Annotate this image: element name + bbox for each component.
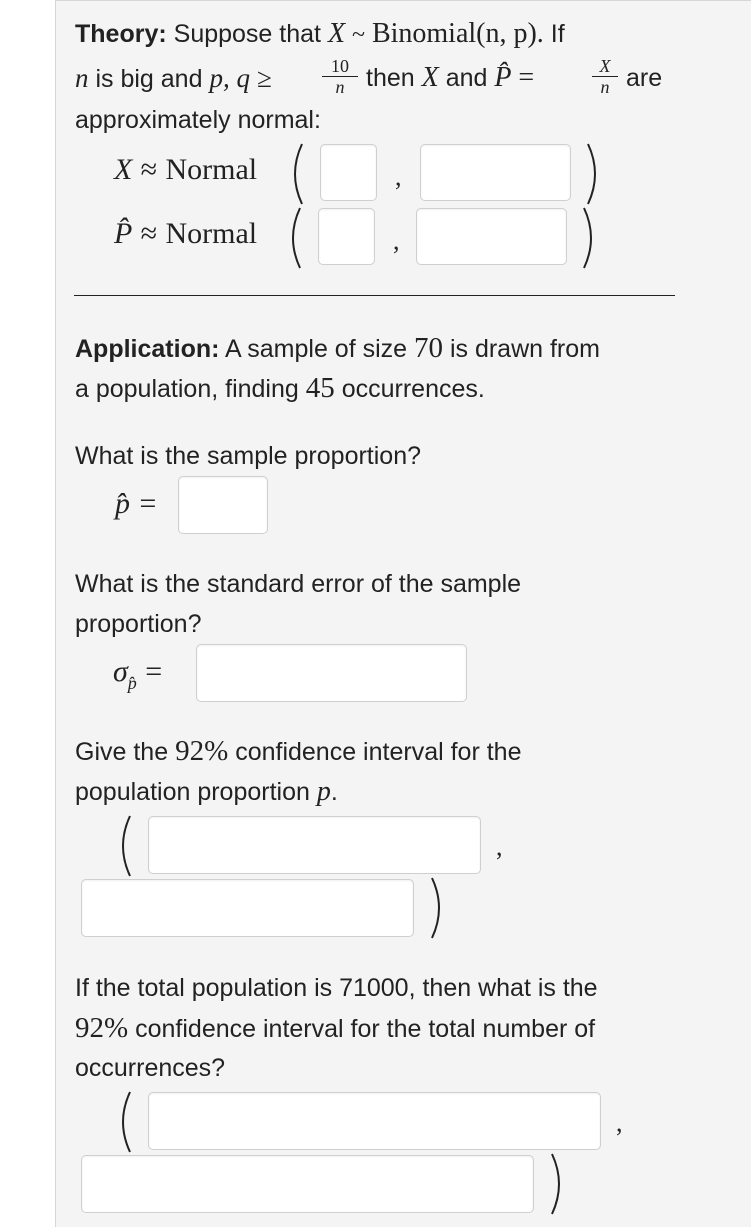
theory-line-1	[75, 14, 565, 55]
total-ci-upper-input[interactable]	[81, 1155, 534, 1213]
q4-prompt-line-1: If the total population is 71000, then what is the	[75, 974, 598, 1002]
theory-line-3	[75, 100, 321, 140]
sim-symbol: ~	[352, 22, 365, 48]
approx-symbol: ≈	[140, 217, 158, 250]
proportion-ci-lower-input[interactable]	[148, 816, 481, 874]
open-paren	[284, 206, 304, 270]
standard-error-input[interactable]	[196, 644, 467, 702]
phat-sd-input[interactable]	[416, 208, 567, 265]
application-text: a population, finding	[75, 375, 299, 403]
fraction-numerator: 10	[322, 56, 358, 77]
close-paren	[428, 876, 448, 940]
q3-prompt-line-1	[75, 731, 521, 772]
theory-text: Suppose that	[173, 20, 321, 48]
q1-lhs: p̂ =	[115, 487, 158, 520]
theory-line-2	[75, 58, 272, 99]
comma: ,	[496, 832, 503, 861]
application-line-1	[75, 328, 600, 369]
application-text: is drawn from	[449, 335, 600, 363]
close-paren	[584, 142, 604, 206]
fraction-numerator: X	[592, 56, 618, 77]
theory-text: are	[626, 64, 663, 92]
theory-text: is big and	[95, 65, 203, 93]
variable-p-hat: P̂	[114, 217, 133, 250]
pq-condition: p, q ≥	[209, 63, 272, 93]
fraction-10-over-n	[322, 56, 358, 97]
variable-x: X	[114, 153, 133, 186]
p-hat-subscript: p̂	[127, 673, 137, 693]
period: .	[330, 778, 338, 806]
fraction-denominator: n	[335, 77, 345, 97]
confidence-level: 92%	[175, 735, 229, 767]
theory-text: approximately normal:	[75, 106, 321, 134]
binomial-expression: Binomial(n, p).	[371, 18, 544, 49]
theory-text: and	[445, 64, 488, 92]
open-paren	[114, 814, 134, 878]
equals-sign: =	[145, 655, 163, 688]
approx-symbol: ≈	[140, 153, 158, 186]
equals-sign: =	[518, 62, 535, 93]
q3-text: confidence interval for the	[235, 738, 522, 766]
q3-text: population proportion	[75, 778, 310, 806]
application-text: A sample of size	[225, 335, 408, 363]
open-paren	[286, 142, 306, 206]
normal-label: Normal	[165, 153, 258, 186]
fraction-x-over-n	[592, 56, 618, 97]
occurrences-value: 45	[305, 372, 335, 404]
phat-mean-input[interactable]	[318, 208, 375, 265]
close-paren	[580, 206, 600, 270]
comma: ,	[395, 162, 402, 191]
normal-label: Normal	[165, 217, 258, 250]
application-text: occurrences.	[341, 375, 485, 403]
fraction-denominator: n	[600, 77, 610, 97]
q2-prompt-line-1: What is the standard error of the sample	[75, 570, 522, 598]
theory-text: If	[550, 20, 565, 48]
theory-line-2b	[366, 58, 534, 98]
normal-row-x	[114, 150, 257, 190]
variable-p: p	[316, 776, 331, 807]
q2-lhs	[113, 652, 162, 697]
variable-n: n	[75, 63, 89, 93]
confidence-level: 92%	[75, 1012, 129, 1044]
proportion-ci-upper-input[interactable]	[81, 879, 414, 937]
open-paren	[114, 1090, 134, 1154]
section-divider	[74, 295, 675, 296]
theory-text: then	[366, 64, 415, 92]
variable-p-hat: P̂	[494, 62, 512, 93]
application-line-2	[75, 368, 485, 409]
total-ci-lower-input[interactable]	[148, 1092, 601, 1150]
sample-proportion-input[interactable]	[178, 476, 268, 534]
close-paren	[548, 1152, 568, 1216]
variable-x: X	[327, 18, 346, 49]
q3-prompt-line-2	[75, 772, 338, 812]
sample-size-value: 70	[414, 332, 443, 364]
q3-text: Give the	[75, 738, 169, 766]
q2-prompt-line-2: proportion?	[75, 610, 202, 638]
comma: ,	[616, 1108, 623, 1137]
sigma-symbol: σ	[113, 655, 128, 688]
normal-row-phat	[114, 214, 257, 254]
theory-are	[626, 58, 662, 98]
variable-x: X	[421, 62, 439, 93]
x-sd-input[interactable]	[420, 144, 571, 201]
q4-prompt-line-2	[75, 1008, 595, 1049]
q4-prompt-line-3: occurrences?	[75, 1054, 226, 1082]
x-mean-input[interactable]	[320, 144, 377, 201]
application-label: Application:	[75, 335, 220, 363]
comma: ,	[393, 226, 400, 255]
q4-text: confidence interval for the total number of	[135, 1015, 596, 1043]
theory-label: Theory:	[75, 20, 167, 48]
q1-prompt: What is the sample proportion?	[75, 442, 422, 470]
